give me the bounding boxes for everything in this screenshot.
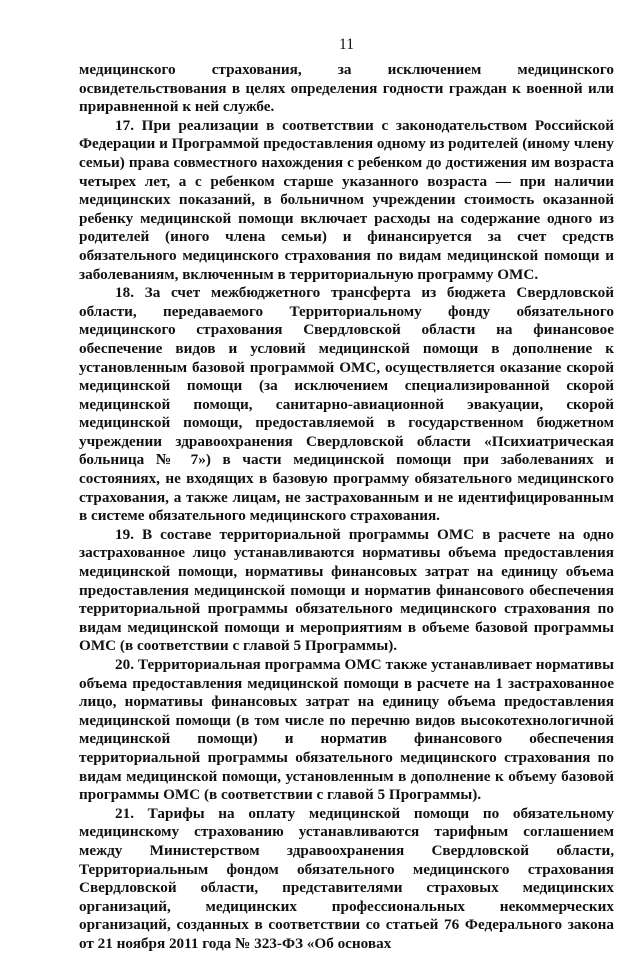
- paragraph-18: 18. За счет межбюджетного трансферта из бюджета Свердловской области, передаваемого Территориальному фонду обязательного медицинского страхования Свердловской области на финансовое обеспечение видов и условий медицинской помощи в дополнение к установленным базовой программой ОМС, осуществляется оказание скорой медицинской помощи (за исключением специализированной скорой медицинской помощи, санитарно-авиационной эвакуации, скорой медицинской помощи, предоставляемой в государственном бюджетном учреждении здравоохранения Свердловской области «Психиатрическая больница № 7») в части медицинской помощи при заболеваниях и состояниях, не входящих в базовую программу обязательного медицинского страхования, а также лицам, не застрахованным и не идентифицированным в системе обязательного медицинского страхования.: [79, 284, 614, 525]
- paragraph-20: 20. Территориальная программа ОМС также устанавливает нормативы объема предоставления медицинской помощи в расчете на 1 застрахованное лицо, нормативы финансовых затрат на единицу объема предоставления медицинской помощи (в том числе по перечню видов высокотехнологичной медицинской помощи) и норматив финансового обеспечения территориальной программы обязательного медицинского страхования по видам медицинской помощи, установленным в дополнение к объему базовой программы ОМС (в соответствии с главой 5 Программы).: [79, 656, 614, 804]
- paragraph-21: 21. Тарифы на оплату медицинской помощи по обязательному медицинскому страхованию устанавливаются тарифным соглашением между Министерством здравоохранения Свердловской области, Территориальным фондом обязательного медицинского страхования Свердловской области, представителями страховых медицинских организаций, медицинских профессиональных некоммерческих организаций, созданных в соответствии со статьей 76 Федерального закона от 21 ноября 2011 года № 323-ФЗ «Об основах: [79, 804, 614, 952]
- paragraph-continuation: медицинского страхования, за исключением медицинского освидетельствования в целях определения годности граждан к военной или приравненной к ней службе.: [79, 61, 614, 116]
- document-body: [79, 61, 614, 954]
- paragraph-17: 17. При реализации в соответствии с законодательством Российской Федерации и Программой предоставления одному из родителей (иному члену семьи) права совместного нахождения с ребенком до достижения им возраста четырех лет, а с ребенком старше указанного возраста — при наличии медицинских показаний, в больничном учреждении стоимость оказанной ребенку медицинской помощи включает расходы на содержание одного из родителей (иного члена семьи) и финансируется за счет средств обязательного медицинского страхования по видам медицинской помощи и заболеваниям, включенным в территориальную программу ОМС.: [79, 116, 614, 283]
- page-number: 11: [339, 36, 354, 53]
- paragraph-19: 19. В составе территориальной программы ОМС в расчете на одно застрахованное лицо устанавливаются нормативы объема предоставления медицинской помощи, нормативы финансовых затрат на единицу объема предоставления медицинской помощи и норматив финансового обеспечения территориальной программы обязательного медицинского страхования по видам медицинской помощи и мероприятиям в объеме базовой программы ОМС (в соответствии с главой 5 Программы).: [79, 525, 614, 655]
